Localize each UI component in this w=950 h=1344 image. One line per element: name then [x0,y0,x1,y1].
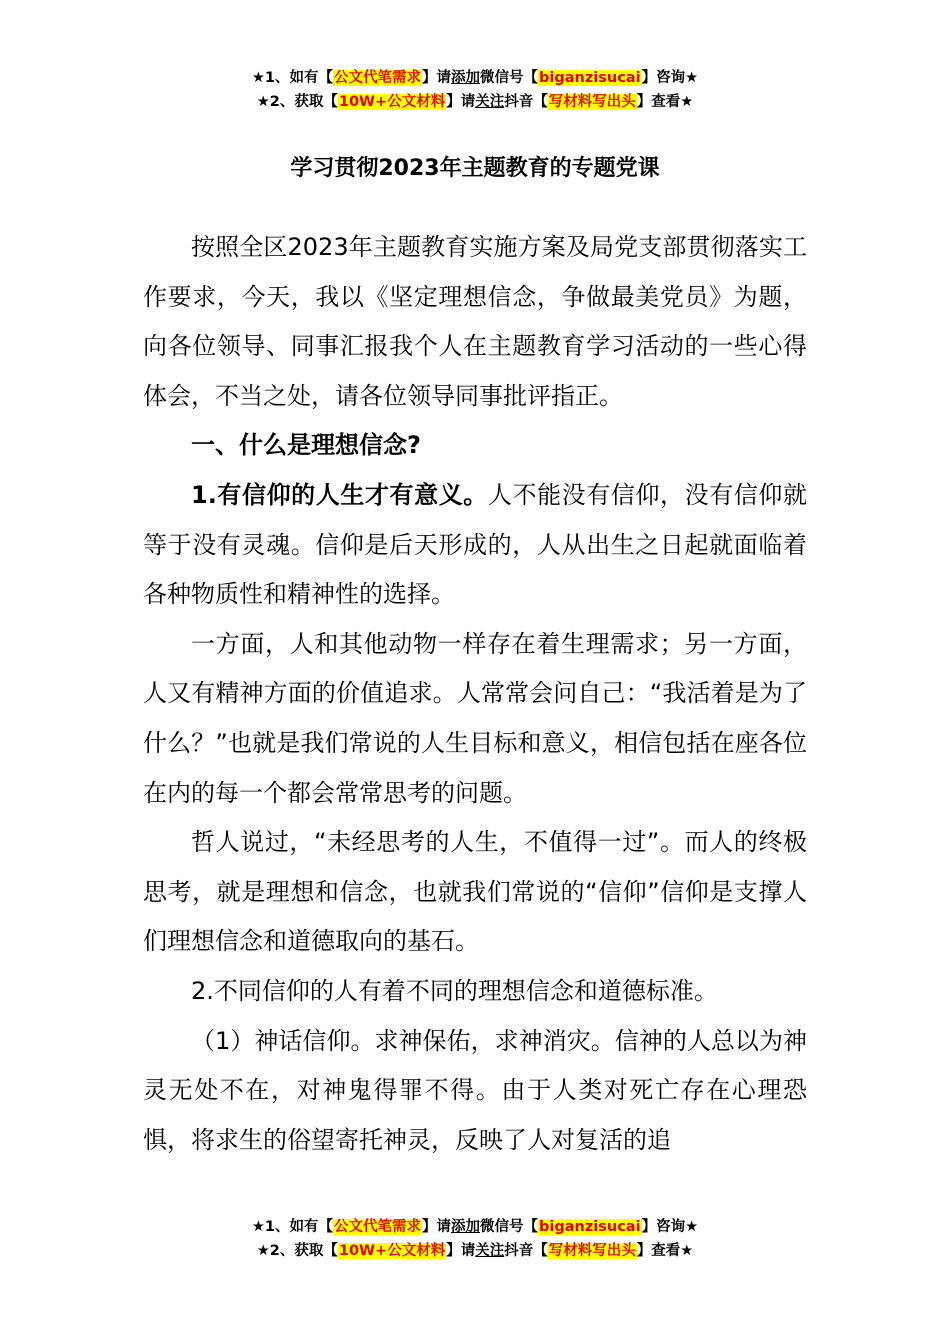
document-body [143,223,807,1165]
ad-highlight: biganzisucai [539,1219,641,1235]
paragraph-3: 哲人说过，“未经思考的人生，不值得一过”。而人的终极思考，就是理想和信念，也就我们常说的“信仰”信仰是支撑人们理想信念和道德取向的基石。 [143,828,807,956]
section-heading: 一、什么是理想信念? [191,431,421,460]
paragraph-4: 2.不同信仰的人有着不同的理想信念和道德标准。 [191,976,718,1005]
paragraph-1: 1.有信仰的人生才有意义。人不能没有信仰，没有信仰就等于没有灵魂。信仰是后天形成的，人从出生之日起就面临着各种物质性和精神性的选择。 [143,480,807,609]
paragraph-intro: 按照全区2023年主题教育实施方案及局党支部贯彻落实工作要求，今天，我以《坚定理想信念，争做最美党员》为题，向各位领导、同事汇报我个人在主题教育学习活动的一些心得体会，不当之处，请各位领导同事批评指正。 [143,233,807,410]
bottom-ad-banner [0,1215,950,1263]
ad-highlight: biganzisucai [539,70,641,86]
ad-highlight: 10W+公文材料 [338,1243,446,1259]
ad-line-2: ★2、获取【10W+公文材料】请关注抖音【写材料写出头】查看★ [256,94,694,110]
paragraph-lead: 1.有信仰的人生才有意义。 [191,480,488,509]
ad-line-1: ★1、如有【公文代笔需求】请添加微信号【biganzisucai】咨询★ [251,1219,699,1235]
ad-highlight: 公文代笔需求 [334,1219,422,1235]
ad-highlight: 写材料写出头 [548,94,636,110]
ad-highlight: 公文代笔需求 [334,70,422,86]
document-title: 学习贯彻2023年主题教育的专题党课 [290,156,660,181]
ad-line-2: ★2、获取【10W+公文材料】请关注抖音【写材料写出头】查看★ [256,1243,694,1259]
paragraph-5: （1）神话信仰。求神保佑，求神消灾。信神的人总以为神灵无处不在，对神鬼得罪不得。由于人类对死亡存在心理恐惧，将求生的俗望寄托神灵，反映了人对复活的追 [143,1026,807,1154]
ad-line-1: ★1、如有【公文代笔需求】请添加微信号【biganzisucai】咨询★ [251,70,699,86]
paragraph-2: 一方面，人和其他动物一样存在着生理需求；另一方面，人又有精神方面的价值追求。人常常会问自己：“我活着是为了什么？”也就是我们常说的人生目标和意义，相信包括在座各位在内的每一个都会常常思考的问题。 [143,629,807,807]
ad-highlight: 10W+公文材料 [338,94,446,110]
top-ad-banner [0,66,950,114]
ad-highlight: 写材料写出头 [548,1243,636,1259]
